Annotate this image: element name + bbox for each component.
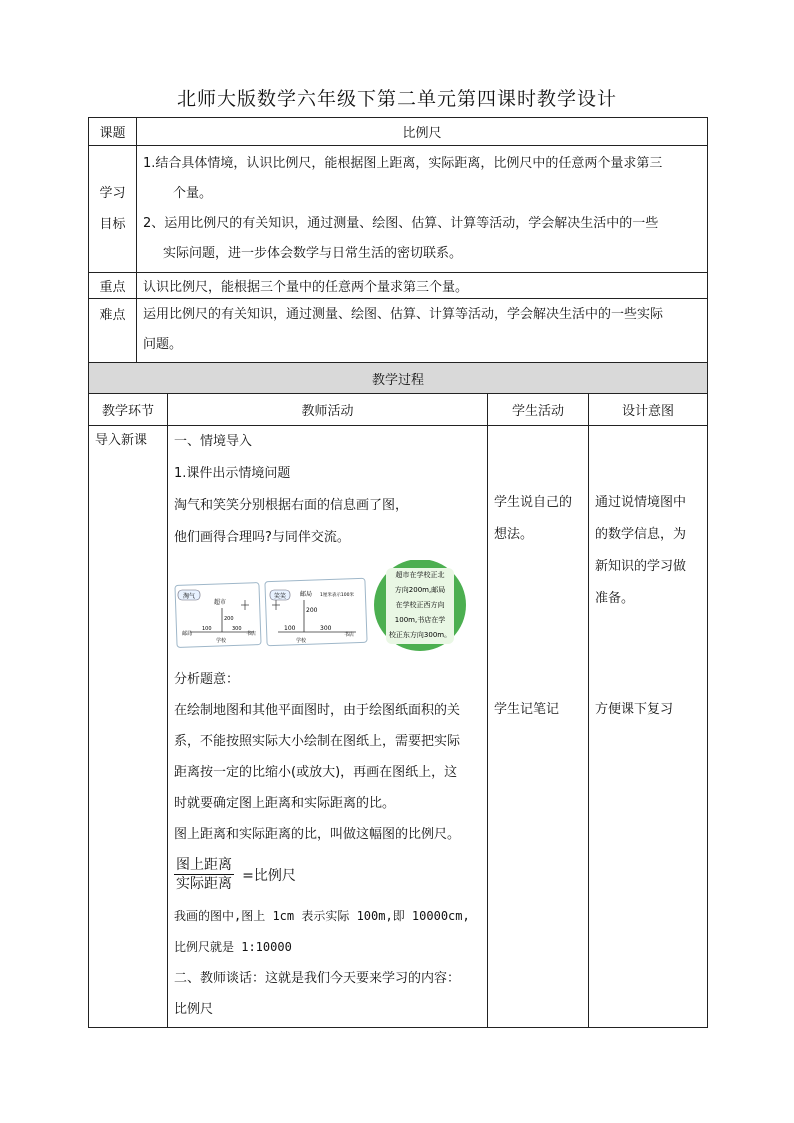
objectives-label: 学习 目标 [89,146,137,273]
teacher-line: 一、情境导入 [174,434,253,449]
formula-denominator: 实际距离 [176,876,232,892]
objective-1: 1.结合具体情境，认识比例尺，能根据图上距离，实际距离，比例尺中的任意两个量求第三 [143,156,663,171]
stage-cell: 导入新课 [89,426,168,1028]
topic-value: 比例尺 [137,118,708,146]
svg-text:笑笑: 笑笑 [273,593,287,600]
teacher-line: 比例尺就是 1:10000 [174,940,292,954]
svg-text:200: 200 [224,616,234,622]
key-point-label: 重点 [89,273,137,299]
formula-result: =比例尺 [242,867,296,884]
design-intent-2: 方便课下复习 [595,702,674,717]
svg-text:校正东方向300m。: 校正东方向300m。 [388,631,452,639]
teacher-line: 图上距离和实际距离的比，叫做这幅图的比例尺。 [174,827,461,842]
svg-text:300: 300 [320,625,332,632]
svg-text:1厘米表示100米: 1厘米表示100米 [320,593,354,598]
teacher-line: 在绘制地图和其他平面图时，由于绘图纸面积的关 [174,703,461,718]
svg-text:学校: 学校 [216,638,227,644]
col-header-teacher: 教师活动 [168,394,488,426]
process-header: 教学过程 [89,363,708,394]
svg-text:邮局: 邮局 [182,631,193,637]
teacher-line: 我画的图中,图上 1cm 表示实际 100m,即 10000cm, [174,909,470,923]
svg-text:书店: 书店 [246,631,257,637]
scale-formula [174,856,481,893]
teacher-line: 1.课件出示情境问题 [174,466,291,481]
svg-text:100m,书店在学: 100m,书店在学 [394,616,446,624]
difficulty-label: 难点 [89,299,137,363]
svg-text:超市: 超市 [214,599,227,606]
student-activity-cell: 学生说自己的 想法。 学生记笔记 [488,426,589,1028]
student-activity-1: 学生说自己的 [494,495,573,510]
info-bubble [374,560,466,651]
teacher-line: 距离按一定的比缩小(或放大)，再画在图纸上，这 [174,765,458,780]
objectives-content: 1.结合具体情境，认识比例尺，能根据图上距离，实际距离，比例尺中的任意两个量求第三 个量。 2、运用比例尺的有关知识，通过测量、绘图、估算、计算等活动，学会解决生活中的一些 实际问题，进一步体会数学与日常生活的密切联系。 [137,146,708,273]
taoqi-map-note [175,583,261,648]
page-title: 北师大版数学六年级下第二单元第四课时教学设计 [176,88,617,110]
teacher-line: 时就要确定图上距离和实际距离的比。 [174,796,396,811]
svg-text:在学校正西方向: 在学校正西方向 [395,601,445,609]
formula-numerator: 图上距离 [176,857,232,873]
key-point-text: 认识比例尺，能根据三个量中的任意两个量求第三个量。 [137,273,708,299]
svg-text:300: 300 [232,626,242,632]
svg-text:书店: 书店 [344,632,355,638]
svg-text:100: 100 [284,625,296,632]
col-header-student: 学生活动 [488,394,589,426]
design-intent-cell: 通过说情境图中 的数学信息，为 新知识的学习做 准备。 方便课下复习 [589,426,708,1028]
teacher-line: 比例尺 [174,1002,214,1017]
svg-text:邮局: 邮局 [300,591,313,598]
teacher-line: 他们画得合理吗?与同伴交流。 [174,530,350,545]
teacher-line: 分析题意： [174,672,240,687]
objective-2: 2、运用比例尺的有关知识，通过测量、绘图、估算、计算等活动，学会解决生活中的一些 [143,216,659,231]
xiaoxiao-map-note [265,578,367,645]
svg-text:方向200m,邮局: 方向200m,邮局 [394,586,446,594]
student-activity-2: 学生记笔记 [494,702,560,717]
svg-text:超市在学校正北: 超市在学校正北 [395,571,445,579]
teacher-line: 系，不能按照实际大小绘制在图纸上，需要把实际 [174,734,461,749]
topic-label: 课题 [89,118,137,146]
situation-figure [170,560,476,660]
svg-text:200: 200 [306,607,318,614]
svg-text:100: 100 [202,626,212,632]
difficulty-text: 运用比例尺的有关知识，通过测量、绘图、估算、计算等活动，学会解决生活中的一些实际 问题。 [137,299,708,363]
teacher-line: 二、教师谈话：这就是我们今天要来学习的内容： [174,971,461,986]
svg-text:淘气: 淘气 [182,593,196,600]
col-header-intent: 设计意图 [589,394,708,426]
design-intent-1: 通过说情境图中 [595,495,687,510]
lesson-plan-table [88,117,708,1028]
teacher-activity-cell [168,426,488,1028]
col-header-stage: 教学环节 [89,394,168,426]
teacher-line: 淘气和笑笑分别根据右面的信息画了图， [174,498,409,513]
svg-text:学校: 学校 [296,638,307,644]
